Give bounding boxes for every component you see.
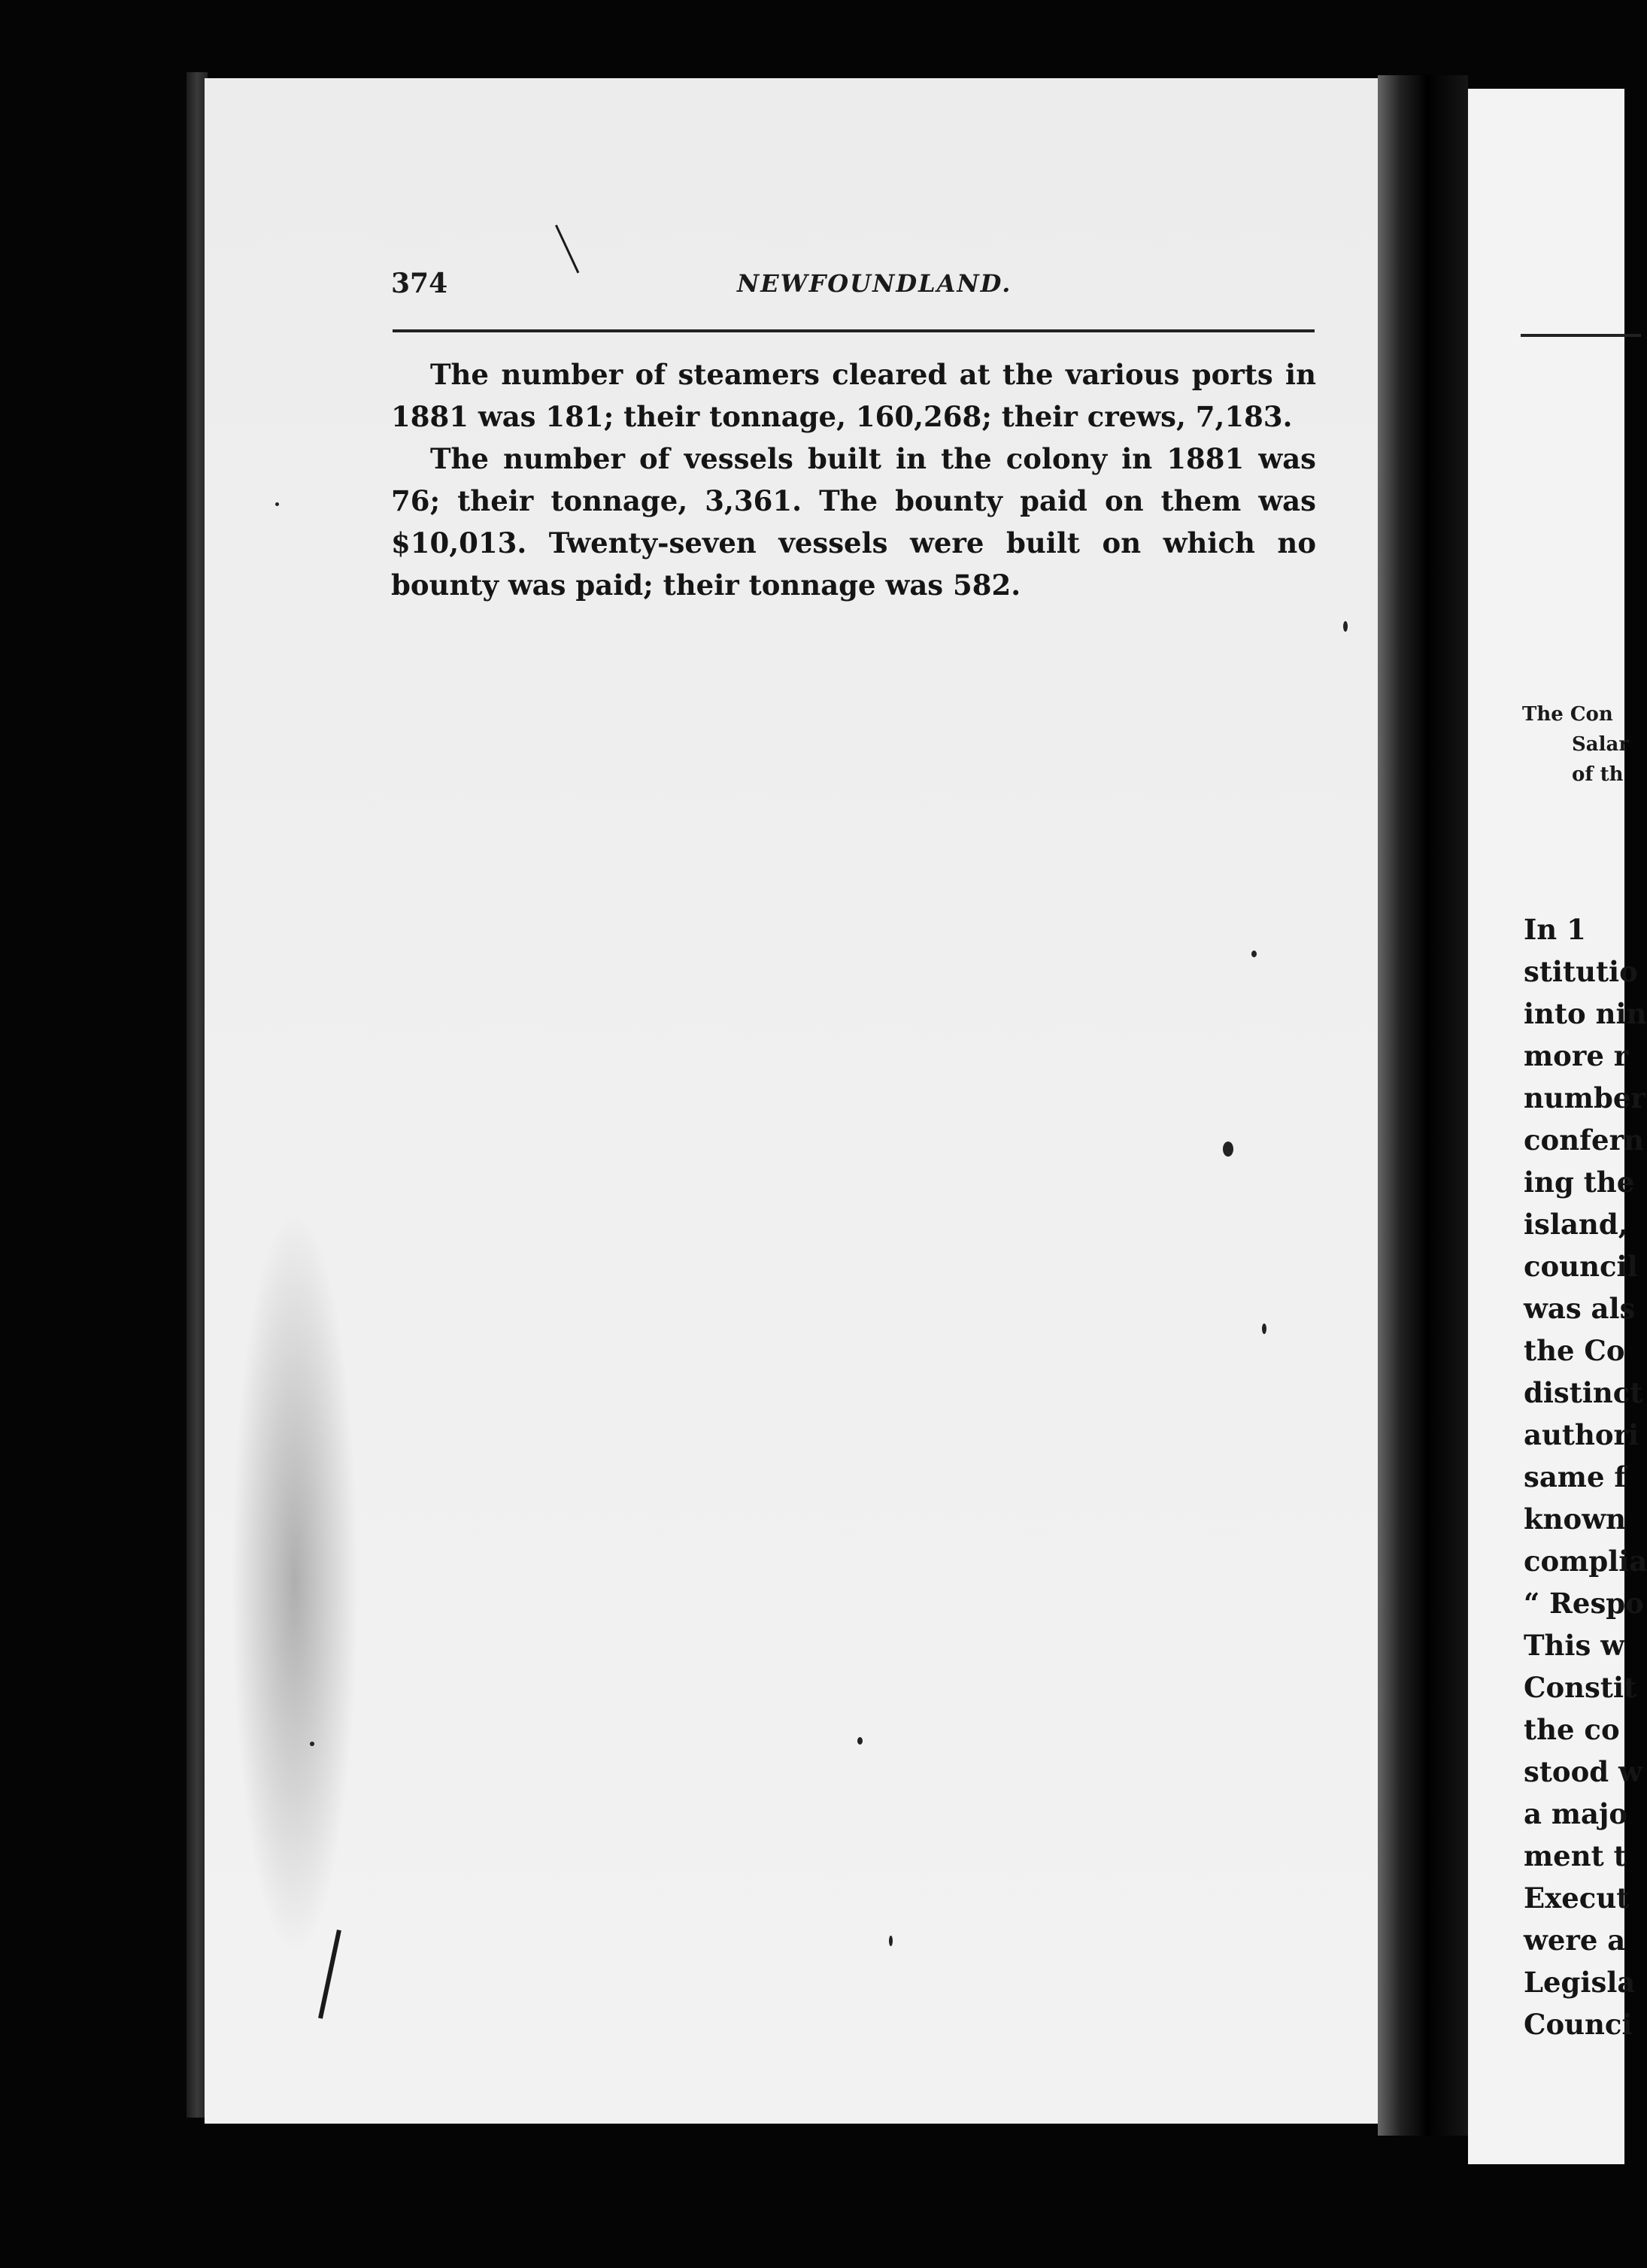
text-line: Constit [1524, 1671, 1637, 1704]
body-text [391, 353, 1316, 606]
text-line: complia [1524, 1545, 1647, 1578]
text-line: the Co [1524, 1334, 1625, 1367]
header-rule [393, 329, 1315, 332]
text-line: This w [1524, 1629, 1625, 1662]
paragraph: The number of vessels built in the colony in 1881 was 76; their tonnage, 3,361. The bounty paid on them was $10,013. Twenty-seven vessels were built on which no bounty was paid; their tonnage was 582. [391, 442, 1316, 602]
text-line: number [1524, 1081, 1645, 1114]
right-header-rule [1521, 334, 1641, 337]
text-line: were a [1524, 1924, 1626, 1957]
text-line: Execut [1524, 1881, 1630, 1915]
text-line: known [1524, 1502, 1626, 1536]
text-line: stood w [1524, 1755, 1642, 1788]
text-line: into nin [1524, 997, 1647, 1030]
speck [275, 502, 279, 506]
text-line: confern [1524, 1123, 1644, 1157]
sidenote [1522, 699, 1629, 790]
text-line: council [1524, 1250, 1638, 1283]
speck [889, 1936, 893, 1946]
book-gutter [1378, 75, 1468, 2136]
speck [1251, 951, 1257, 957]
text-line: more r [1524, 1039, 1629, 1072]
speck [310, 1742, 314, 1746]
sidenote-line: The Con [1522, 703, 1613, 726]
speck [1262, 1324, 1266, 1334]
text-line: Legisla [1524, 1966, 1636, 1999]
text-line: “ Respo [1524, 1587, 1644, 1620]
text-line: the co [1524, 1713, 1620, 1746]
text-line: In 1 [1524, 913, 1586, 946]
text-line: authori [1524, 1418, 1639, 1451]
text-line: ment t [1524, 1839, 1627, 1872]
text-line: a majo [1524, 1797, 1628, 1830]
right-page-text [1524, 908, 1647, 2045]
text-line: island, [1524, 1208, 1628, 1241]
page-header [391, 268, 1316, 313]
text-line: was als [1524, 1292, 1636, 1325]
paragraph: The number of steamers cleared at the various ports in 1881 was 181; their tonnage, 160,268; their crews, 7,183. [391, 358, 1316, 433]
sidenote-line: of th [1572, 763, 1624, 786]
speck [1223, 1142, 1233, 1157]
text-line: ing the [1524, 1166, 1635, 1199]
sidenote-line: Salar [1572, 733, 1630, 756]
right-page [1468, 89, 1647, 2164]
text-line: stitutio [1524, 955, 1638, 988]
text-line: Counci [1524, 2008, 1633, 2041]
speck [857, 1737, 863, 1745]
page-number: 374 [391, 268, 448, 299]
text-line: distinct [1524, 1376, 1643, 1409]
speck [1343, 621, 1348, 632]
running-head: NEWFOUNDLAND. [737, 269, 1012, 298]
text-line: same f [1524, 1460, 1627, 1493]
